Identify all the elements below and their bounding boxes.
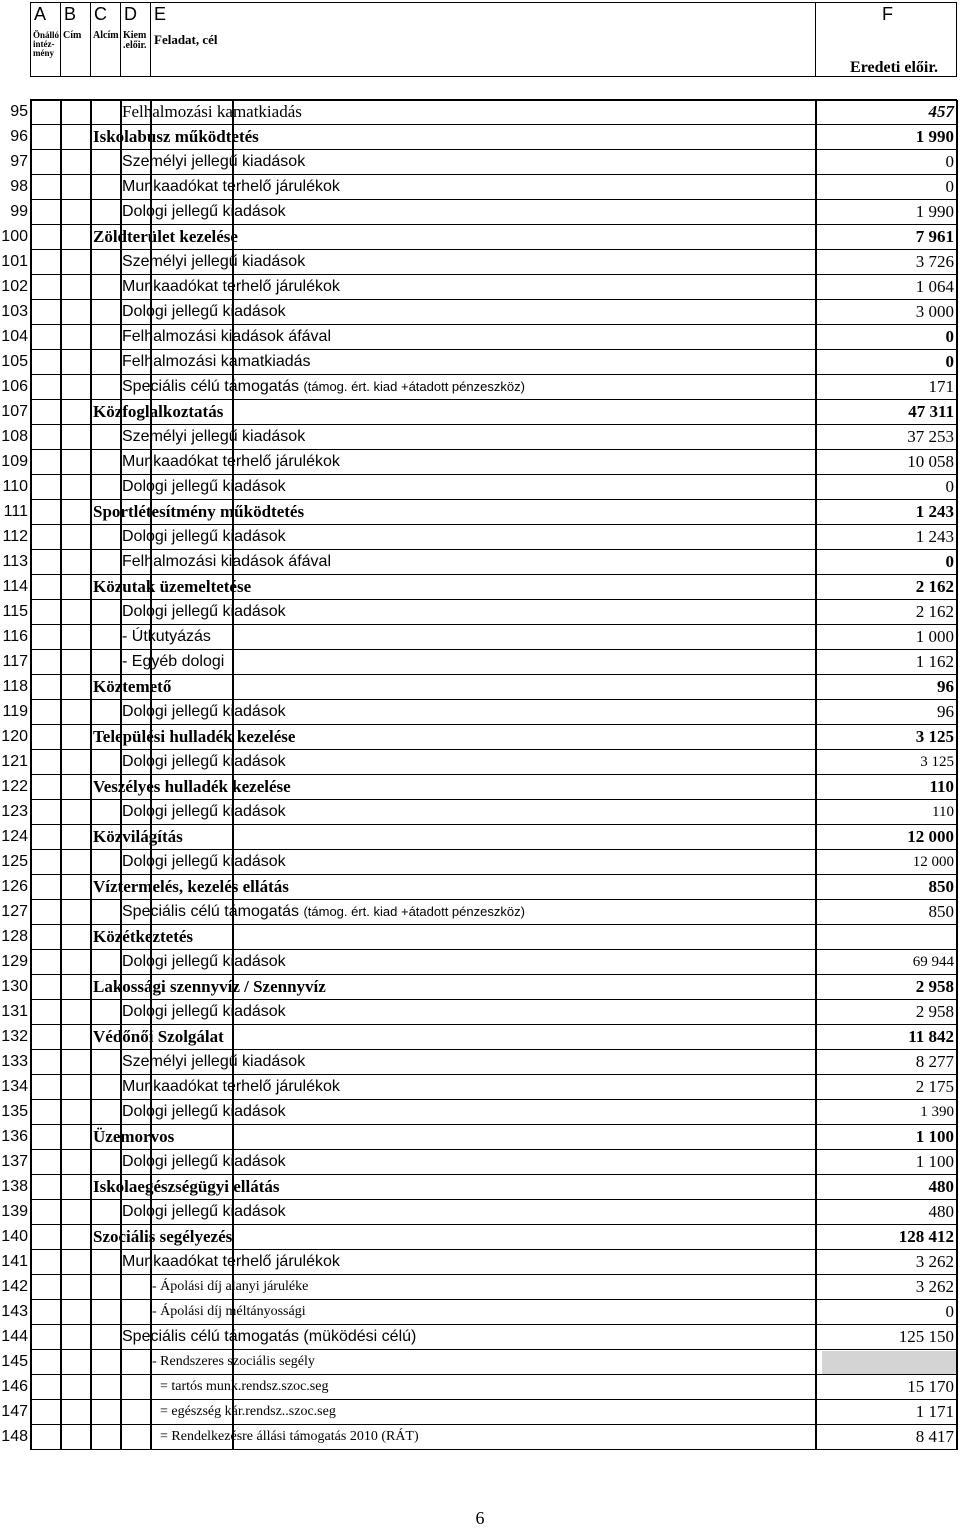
- row-number: 95: [10, 103, 28, 120]
- row-number: 104: [1, 328, 28, 345]
- table-row: [0, 900, 960, 925]
- table-row: [0, 550, 960, 575]
- row-label-text: Zöldterület kezelése: [93, 227, 238, 246]
- row-number: 138: [1, 1178, 28, 1195]
- row-number: 135: [1, 1103, 28, 1120]
- table-row: [0, 1250, 960, 1275]
- row-number: 143: [1, 1303, 28, 1320]
- row-label: [93, 976, 326, 998]
- row-label-text: Személyi jellegű kiadások: [122, 428, 306, 445]
- row-label: [122, 751, 286, 773]
- header-col-c-label: Alcím: [93, 30, 119, 41]
- row-number: 114: [2, 578, 28, 595]
- row-label: [122, 951, 286, 973]
- row-label: [122, 1101, 286, 1123]
- shaded-value-cell: [822, 1351, 956, 1374]
- header-col-d-letter: D: [124, 4, 137, 24]
- row-value: 3 262: [915, 1252, 954, 1271]
- row-label: [152, 1351, 315, 1373]
- row-number: 137: [1, 1153, 28, 1170]
- row-value: 8 417: [915, 1427, 954, 1446]
- row-value: 1 243: [915, 502, 954, 521]
- row-label-text: Dologi jellegű kiadások: [122, 1103, 286, 1120]
- row-label-text: Dologi jellegű kiadások: [122, 1153, 286, 1170]
- row-label-text: Köztemető: [93, 677, 172, 696]
- table-header: [30, 2, 957, 77]
- header-col-a: [31, 3, 61, 76]
- row-value: 96: [937, 702, 954, 721]
- row-value: 1 990: [915, 202, 954, 221]
- row-label: [122, 1151, 286, 1173]
- header-col-e-label: Feladat, cél: [154, 32, 218, 47]
- row-label: [122, 101, 302, 123]
- row-label-text: = egészség kár.rendsz..szoc.seg: [160, 1404, 336, 1419]
- row-label-text: Felhalmozási kamatkiadás: [122, 353, 311, 370]
- row-value: 125 150: [898, 1327, 954, 1346]
- row-divider: [30, 1449, 957, 1450]
- row-value: 110: [929, 777, 954, 796]
- page-number: 6: [475, 1508, 485, 1528]
- row-number: 106: [1, 378, 28, 395]
- row-label: [122, 451, 340, 473]
- table-row: [0, 1100, 960, 1125]
- row-label-text: Veszélyes hulladék kezelése: [93, 777, 291, 796]
- header-col-b: [61, 3, 91, 76]
- row-label-text: Munkaadókat terhelő járulékok: [122, 1253, 340, 1270]
- table-row: [0, 450, 960, 475]
- row-value: 0: [945, 177, 954, 196]
- header-col-b-letter: B: [64, 4, 77, 24]
- row-label-text: Dologi jellegű kiadások: [122, 1203, 286, 1220]
- header-col-d: [121, 3, 151, 76]
- table-row: [0, 600, 960, 625]
- row-number: 107: [1, 403, 28, 420]
- row-label-text: Dologi jellegű kiadások: [122, 303, 286, 320]
- row-label: [152, 1301, 306, 1323]
- row-label-text: Üzemorvos: [93, 1127, 175, 1146]
- header-col-f: [816, 3, 956, 76]
- row-number: 117: [2, 653, 28, 670]
- row-label-text: Közutak üzemeltetése: [93, 577, 252, 596]
- row-label-text: Személyi jellegű kiadások: [122, 153, 306, 170]
- table-row: [0, 850, 960, 875]
- row-value: 0: [945, 552, 954, 571]
- row-number: 103: [1, 303, 28, 320]
- row-label: [160, 1426, 419, 1448]
- table-row: [0, 1200, 960, 1225]
- row-label-text: Dologi jellegű kiadások: [122, 853, 286, 870]
- row-label-text: Védőnői Szolgálat: [93, 1027, 224, 1046]
- row-value: 1 100: [915, 1152, 954, 1171]
- row-number: 119: [2, 703, 28, 720]
- row-number: 99: [10, 203, 28, 220]
- row-number: 120: [1, 728, 28, 745]
- row-value: 11 842: [908, 1027, 954, 1046]
- row-label: [93, 126, 259, 148]
- row-label: [122, 326, 331, 348]
- row-label-text: Dologi jellegű kiadások: [122, 753, 286, 770]
- row-number: 127: [1, 903, 28, 920]
- table-row: [0, 1400, 960, 1425]
- table-row: [0, 1075, 960, 1100]
- table-row: [0, 325, 960, 350]
- row-label-text: Munkaadókat terhelő járulékok: [122, 1078, 340, 1095]
- row-label: [122, 151, 305, 173]
- row-label-text: Közétkeztetés: [93, 927, 194, 946]
- row-value: 2 958: [915, 977, 954, 996]
- row-value: 457: [928, 102, 954, 121]
- row-label-text: Szociális segélyezés: [93, 1227, 233, 1246]
- table-row: [0, 1175, 960, 1200]
- table-body: [0, 100, 960, 1450]
- row-number: 116: [2, 628, 28, 645]
- table-row: [0, 625, 960, 650]
- row-label: [122, 1076, 340, 1098]
- row-value: 3 000: [915, 302, 954, 321]
- row-label: [122, 1051, 305, 1073]
- row-label-text: Dologi jellegű kiadások: [122, 953, 286, 970]
- row-value: 2 162: [915, 602, 954, 621]
- row-number: 100: [1, 228, 28, 245]
- row-label: [122, 851, 286, 873]
- table-row: [0, 475, 960, 500]
- row-number: 123: [1, 803, 28, 820]
- table-row: [0, 1425, 960, 1450]
- row-label: [93, 1126, 174, 1148]
- row-label-text: = tartós munk.rendsz.szoc.seg: [160, 1379, 329, 1394]
- row-label-text: Víztermelés, kezelés ellátás: [93, 877, 289, 896]
- row-label-note: (támog. ért. kiad +átadott pénzeszköz): [303, 379, 525, 394]
- row-label-text: Iskolabusz működtetés: [93, 127, 259, 146]
- row-number: 141: [1, 1253, 28, 1270]
- row-number: 145: [1, 1353, 28, 1370]
- table-row: [0, 275, 960, 300]
- row-value: 2 958: [915, 1002, 954, 1021]
- table-row: [0, 675, 960, 700]
- table-row: [0, 125, 960, 150]
- row-label: [122, 801, 286, 823]
- row-number: 98: [10, 178, 28, 195]
- row-number: 131: [1, 1003, 28, 1020]
- table-row: [0, 1125, 960, 1150]
- row-label: [122, 276, 340, 298]
- row-label: [93, 676, 171, 698]
- row-value: 3 262: [915, 1277, 954, 1296]
- row-value: 480: [928, 1202, 954, 1221]
- row-value: 110: [932, 804, 954, 820]
- table-row: [0, 950, 960, 975]
- row-label: [93, 726, 295, 748]
- row-number: 124: [1, 828, 28, 845]
- row-label: [93, 501, 304, 523]
- row-label: [122, 476, 286, 498]
- row-number: 113: [2, 553, 28, 570]
- row-value: 128 412: [898, 1227, 954, 1246]
- row-label-text: Munkaadókat terhelő járulékok: [122, 453, 340, 470]
- row-label-text: Munkaadókat terhelő járulékok: [122, 278, 340, 295]
- table-row: [0, 1225, 960, 1250]
- row-number: 125: [1, 853, 28, 870]
- row-label-text: Speciális célú támogatás (müködési célú): [122, 1328, 417, 1345]
- row-label: [93, 776, 291, 798]
- header-col-e: [151, 3, 816, 76]
- header-col-d-label: Kiem .előir.: [123, 30, 147, 51]
- table-row: [0, 925, 960, 950]
- table-row: [0, 100, 960, 125]
- row-label-text: - Útkutyázás: [122, 628, 211, 645]
- row-label-text: Dologi jellegű kiadások: [122, 528, 286, 545]
- header-col-a-letter: A: [34, 4, 47, 24]
- header-col-e-letter: E: [154, 4, 167, 24]
- row-value: 1 162: [915, 652, 954, 671]
- row-label: [93, 1026, 224, 1048]
- row-label: [122, 1326, 416, 1348]
- table-row: [0, 250, 960, 275]
- row-value: 12 000: [912, 854, 954, 870]
- row-label: [122, 551, 331, 573]
- row-value: 0: [945, 152, 954, 171]
- row-label: [93, 401, 223, 423]
- table-row: [0, 150, 960, 175]
- row-value: 69 944: [912, 954, 954, 970]
- row-label: [93, 226, 238, 248]
- header-col-c: [91, 3, 121, 76]
- table-row: [0, 400, 960, 425]
- row-value: 1 000: [915, 627, 954, 646]
- row-label-text: Személyi jellegű kiadások: [122, 1053, 306, 1070]
- row-label-text: Közvilágítás: [93, 827, 183, 846]
- row-number: 109: [1, 453, 28, 470]
- row-value: 1 171: [915, 1402, 954, 1421]
- table-row: [0, 725, 960, 750]
- row-value: 0: [945, 327, 954, 346]
- table-row: [0, 225, 960, 250]
- row-label: [160, 1401, 336, 1423]
- row-label: [122, 626, 211, 648]
- row-value: 0: [945, 1302, 954, 1321]
- table-row: [0, 775, 960, 800]
- header-col-f-label: Eredeti előir.: [850, 59, 938, 76]
- table-row: [0, 1350, 960, 1375]
- row-number: 102: [1, 278, 28, 295]
- row-number: 142: [1, 1278, 28, 1295]
- table-row: [0, 1275, 960, 1300]
- row-value: 480: [928, 1177, 954, 1196]
- row-label-text: Iskolaegészségügyi ellátás: [93, 1177, 280, 1196]
- table-row: [0, 1050, 960, 1075]
- row-label: [122, 901, 525, 923]
- row-label-text: Dologi jellegű kiadások: [122, 703, 286, 720]
- row-number: 122: [1, 778, 28, 795]
- row-value: 0: [945, 477, 954, 496]
- row-value: 1 990: [915, 127, 954, 146]
- row-number: 133: [1, 1053, 28, 1070]
- row-value: 37 253: [907, 427, 954, 446]
- row-number: 97: [10, 153, 28, 170]
- row-label-text: Speciális célú támogatás: [122, 903, 299, 920]
- row-value: 1 064: [915, 277, 954, 296]
- row-label-text: Dologi jellegű kiadások: [122, 203, 286, 220]
- row-number: 96: [10, 128, 28, 145]
- row-label-text: = Rendelkezésre állási támogatás 2010 (RÁT): [160, 1429, 419, 1444]
- row-label-text: Felhalmozási kiadások áfával: [122, 553, 331, 570]
- row-label: [122, 301, 286, 323]
- row-label: [93, 876, 289, 898]
- row-value: 8 277: [915, 1052, 954, 1071]
- row-label-text: Speciális célú támogatás: [122, 378, 299, 395]
- row-label-text: - Rendszeres szociális segély: [152, 1354, 315, 1369]
- table-row: [0, 575, 960, 600]
- row-value: 47 311: [908, 402, 954, 421]
- row-value: 3 125: [920, 754, 954, 770]
- table-row: [0, 375, 960, 400]
- header-col-a-label: Önálló intéz-mény: [33, 30, 60, 58]
- row-label-text: - Egyéb dologi: [122, 653, 225, 670]
- row-number: 111: [3, 503, 28, 520]
- row-label: [93, 926, 193, 948]
- row-label-text: Települési hulladék kezelése: [93, 727, 296, 746]
- table-row: [0, 525, 960, 550]
- row-label-text: Lakossági szennyvíz / Szennyvíz: [93, 977, 326, 996]
- row-number: 112: [2, 528, 28, 545]
- table-row: [0, 175, 960, 200]
- table-row: [0, 800, 960, 825]
- table-row: [0, 975, 960, 1000]
- row-value: 3 726: [915, 252, 954, 271]
- row-label-text: Dologi jellegű kiadások: [122, 803, 286, 820]
- row-label-note: (támog. ért. kiad +átadott pénzeszköz): [303, 904, 525, 919]
- table-row: [0, 1150, 960, 1175]
- table-row: [0, 875, 960, 900]
- row-label-text: Dologi jellegű kiadások: [122, 603, 286, 620]
- row-value: 3 125: [915, 727, 954, 746]
- row-label: [122, 426, 305, 448]
- row-number: 115: [2, 603, 28, 620]
- row-label: [122, 351, 311, 373]
- row-label: [122, 601, 286, 623]
- row-label: [93, 1226, 232, 1248]
- header-col-f-letter: F: [882, 4, 893, 24]
- row-value: 0: [945, 352, 954, 371]
- row-value: 850: [928, 877, 954, 896]
- row-label-text: Dologi jellegű kiadások: [122, 478, 286, 495]
- row-value: 850: [928, 902, 954, 921]
- row-label-text: Dologi jellegű kiadások: [122, 1003, 286, 1020]
- row-value: 2 162: [915, 577, 954, 596]
- row-value: 15 170: [907, 1377, 954, 1396]
- row-value: 7 961: [915, 227, 954, 246]
- row-label: [122, 176, 340, 198]
- table-row: [0, 1375, 960, 1400]
- row-number: 110: [2, 478, 28, 495]
- row-label: [122, 651, 224, 673]
- row-label-text: Közfoglalkoztatás: [93, 402, 224, 421]
- row-value: 96: [937, 677, 954, 696]
- row-label: [122, 701, 286, 723]
- row-value: 10 058: [907, 452, 954, 471]
- row-number: 132: [1, 1028, 28, 1045]
- table-row: [0, 200, 960, 225]
- row-label: [93, 576, 251, 598]
- row-number: 128: [1, 928, 28, 945]
- table-row: [0, 350, 960, 375]
- row-value: 1 390: [920, 1104, 954, 1120]
- row-number: 130: [1, 978, 28, 995]
- table-row: [0, 300, 960, 325]
- table-row: [0, 500, 960, 525]
- row-value: 171: [928, 377, 954, 396]
- header-col-b-label: Cím: [63, 30, 82, 41]
- row-number: 126: [1, 878, 28, 895]
- table-row: [0, 1025, 960, 1050]
- row-number: 121: [1, 753, 28, 770]
- row-number: 140: [1, 1228, 28, 1245]
- row-label-text: Felhalmozási kamatkiadás: [122, 102, 302, 121]
- row-label: [93, 826, 183, 848]
- row-label: [122, 201, 286, 223]
- row-value: 2 175: [915, 1077, 954, 1096]
- row-value: 1 100: [915, 1127, 954, 1146]
- table-row: [0, 1300, 960, 1325]
- row-number: 129: [1, 953, 28, 970]
- row-label-text: - Ápolási díj méltányossági: [152, 1304, 306, 1319]
- table-row: [0, 1325, 960, 1350]
- table-row: [0, 700, 960, 725]
- row-number: 134: [1, 1078, 28, 1095]
- row-number: 105: [1, 353, 28, 370]
- row-number: 108: [1, 428, 28, 445]
- row-label: [122, 251, 305, 273]
- row-label: [160, 1376, 328, 1398]
- row-label: [122, 1251, 340, 1273]
- row-number: 144: [1, 1328, 28, 1345]
- row-number: 146: [1, 1378, 28, 1395]
- row-number: 118: [2, 678, 28, 695]
- row-number: 147: [1, 1403, 28, 1420]
- row-label: [122, 1001, 286, 1023]
- row-number: 139: [1, 1203, 28, 1220]
- row-label-text: Személyi jellegű kiadások: [122, 253, 306, 270]
- row-value: 12 000: [907, 827, 954, 846]
- row-label: [122, 526, 286, 548]
- row-number: 136: [1, 1128, 28, 1145]
- row-label: [122, 1201, 286, 1223]
- table-row: [0, 750, 960, 775]
- row-label-text: Munkaadókat terhelő járulékok: [122, 178, 340, 195]
- row-label: [93, 1176, 280, 1198]
- table-row: [0, 825, 960, 850]
- row-label: [122, 376, 525, 398]
- row-value: 1 243: [915, 527, 954, 546]
- row-label-text: Felhalmozási kiadások áfával: [122, 328, 331, 345]
- row-label-text: - Ápolási díj alanyi járuléke: [152, 1279, 309, 1294]
- row-number: 148: [1, 1428, 28, 1445]
- row-label: [152, 1276, 308, 1298]
- header-col-c-letter: C: [94, 4, 107, 24]
- row-number: 101: [1, 253, 28, 270]
- row-label-text: Sportlétesítmény működtetés: [93, 502, 305, 521]
- table-row: [0, 650, 960, 675]
- table-row: [0, 425, 960, 450]
- table-row: [0, 1000, 960, 1025]
